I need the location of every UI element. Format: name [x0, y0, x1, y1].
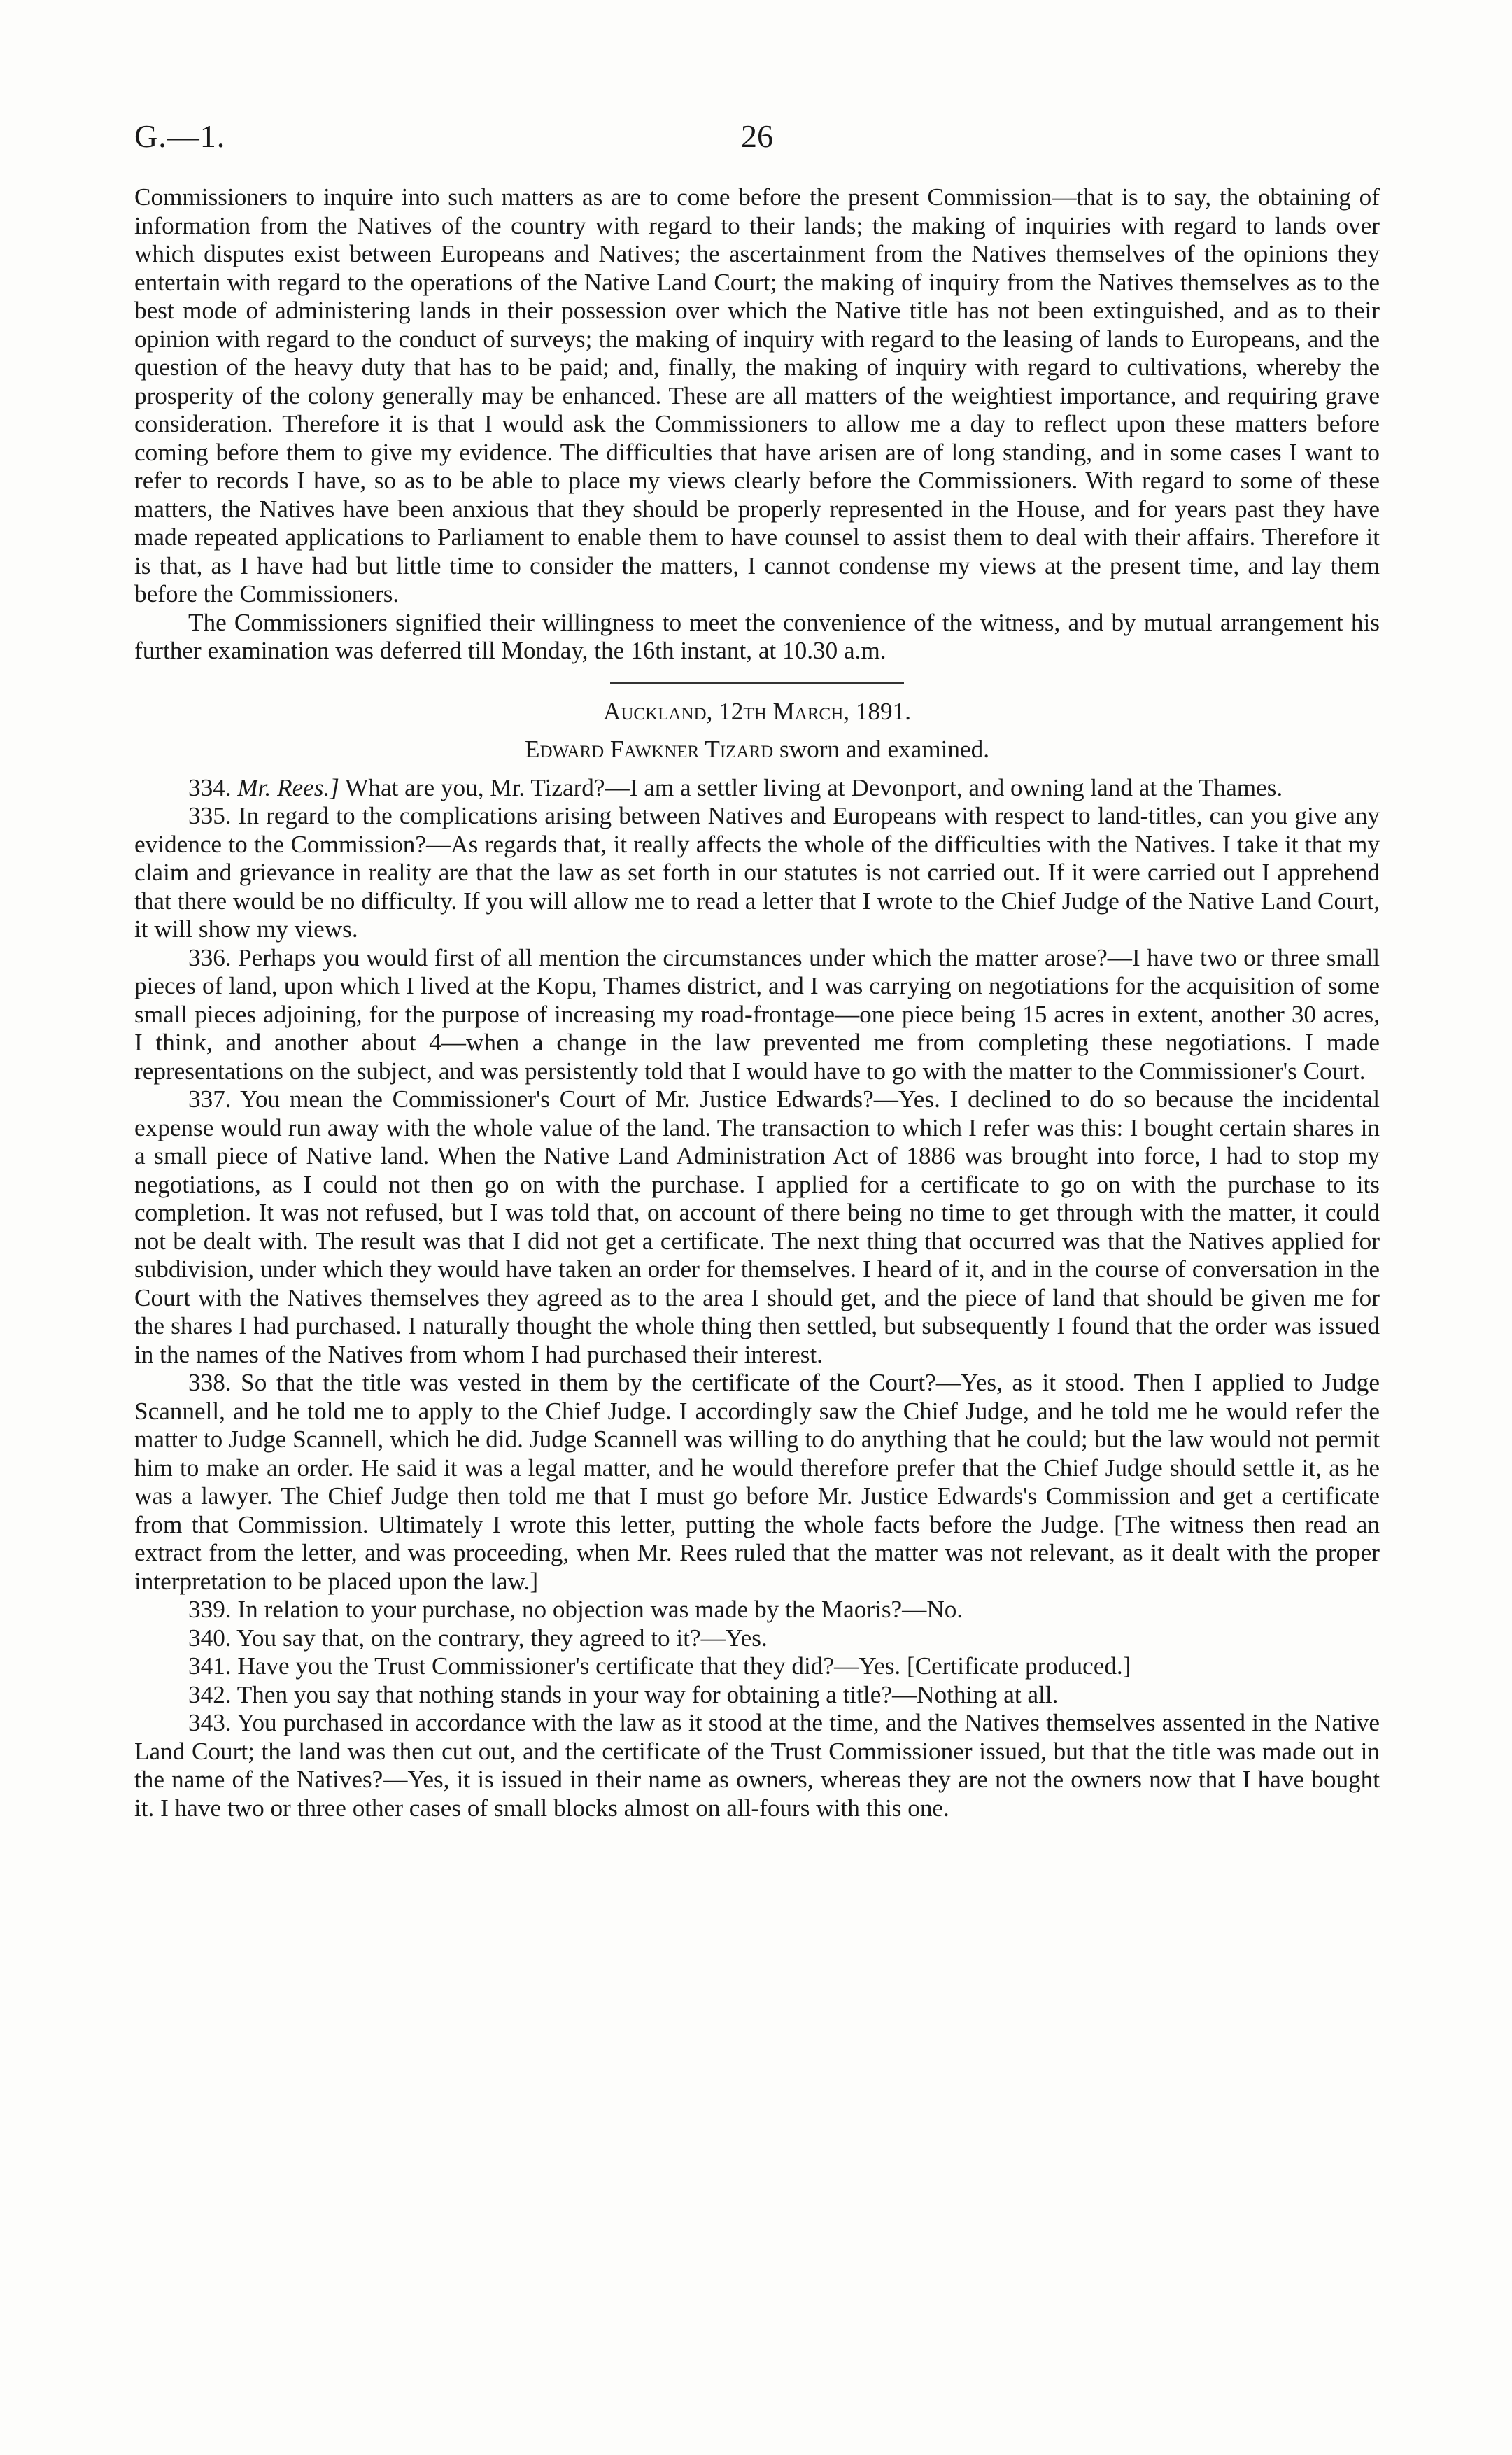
- question-text: Have you the Trust Commissioner's certificate that they did?—Yes. [Certificate produced.]: [237, 1652, 1131, 1680]
- question-343: [134, 1709, 1380, 1822]
- page-header: [134, 118, 1380, 162]
- witness-status: sworn and examined.: [779, 736, 990, 763]
- question-334: [134, 774, 1380, 803]
- question-text: You purchased in accordance with the law as it stood at the time, and the Natives themselves assented in the Native Land Court; the land was then cut out, and the certificate of the Trust Commissioner issued, but that the title was made out in the name of the Natives?—Yes, it is issued in their name as owners, whereas they are not the owners now that I have bought it. I have two or three other cases of small blocks almost on all-fours with this one.: [134, 1709, 1380, 1822]
- question-number: 338.: [188, 1369, 232, 1396]
- question-number: 335.: [188, 802, 232, 829]
- question-text: In regard to the complications arising between Natives and Europeans with respect to land-titles, can you give any evidence to the Commission?—As regards that, it really affects the whole of the difficulties with the Natives. I take it that my claim and grievance in reality are that the law as set forth in our statutes is not carried out. If it were carried out I apprehend that there would be no difficulty. If you will allow me to read a letter that I wrote to the Chief Judge of the Native Land Court, it will show my views.: [134, 802, 1380, 943]
- question-number: 336.: [188, 943, 232, 971]
- witness-heading: [134, 736, 1380, 764]
- question-text: Perhaps you would first of all mention the circumstances under which the matter arose?—I have two or three small pieces of land, upon which I lived at the Kopu, Thames district, and I was carrying on negotiations for the acquisition of some small pieces adjoining, for the purpose of increasing my road-frontage—one piece being 15 acres in extent, another 30 acres, I think, and another about 4—when a change in the law prevented me from completing these negotiations. I made representations on the subject, and was persistently told that I would have to go with the matter to the Commissioner's Court.: [134, 943, 1380, 1085]
- witness-name: Edward Fawkner Tizard: [524, 736, 774, 763]
- question-342: [134, 1681, 1380, 1710]
- question-number: 343.: [188, 1709, 232, 1736]
- question-number: 334.: [188, 773, 232, 801]
- question-336: [134, 944, 1380, 1086]
- question-text: You say that, on the contrary, they agreed to it?—Yes.: [236, 1624, 768, 1652]
- intro-paragraph: Commissioners to inquire into such matters as are to come before the present Commission—that is to say, the obtaining of information from the Natives of the country with regard to their lands; the making of inquiries with regard to lands over which disputes exist between Europeans and Natives; the ascertainment from the Natives themselves of the opinions they entertain with regard to the operations of the Native Land Court; the making of inquiry from the Natives themselves as to the best mode of administering lands in their possession over which the Native title has not been extinguished, and as to their opinion with regard to the conduct of surveys; the making of inquiry with regard to the leasing of lands to Europeans, and the question of the heavy duty that has to be paid; and, finally, the making of inquiry with regard to cultivations, whereby the prosperity of the colony generally may be enhanced. These are all matters of the weightiest importance, and requiring grave consideration. Therefore it is that I would ask the Commissioners to allow me a day to reflect upon these matters before coming before them to give my evidence. The difficulties that have arisen are of long standing, and in some cases I want to refer to records I have, so as to be able to place my views clearly before the Commissioners. With regard to some of these matters, the Natives have been anxious that they should be properly represented in the House, and for years past they have made repeated applications to Parliament to enable them to have counsel to assist them to deal with their affairs. Therefore it is that, as I have had but little time to consider the matters, I cannot condense my views at the present time, and lay them before the Commissioners.: [134, 183, 1380, 607]
- question-number: 340.: [188, 1624, 232, 1652]
- page-body: [134, 183, 1380, 1822]
- session-place-date: Auckland, 12th March, 1891.: [602, 697, 912, 725]
- question-340: [134, 1624, 1380, 1653]
- question-339: [134, 1596, 1380, 1624]
- question-number: 341.: [188, 1652, 232, 1680]
- question-number: 339.: [188, 1596, 232, 1623]
- question-number: 337.: [188, 1085, 232, 1113]
- question-speaker: Mr. Rees.]: [237, 773, 339, 801]
- question-338: [134, 1369, 1380, 1596]
- adjournment-paragraph: The Commissioners signified their willingness to meet the convenience of the witness, and by mutual arrangement his further examination was deferred till Monday, the 16th instant, at 10.30 a.m.: [134, 608, 1380, 664]
- question-335: [134, 802, 1380, 944]
- question-337: [134, 1085, 1380, 1369]
- question-text: So that the title was vested in them by the certificate of the Court?—Yes, as it stood. Then I applied to Judge Scannell, and he told me to apply to the Chief Judge. I accordingly saw the Chief Judge, and he told me he would refer the matter to Judge Scannell, which he did. Judge Scannell was willing to do anything that he could; but the law would not permit him to make an order. He said it was a legal matter, and he would therefore prefer that the Chief Judge should settle it, as he was a lawyer. The Chief Judge then told me that I must go before Mr. Justice Edwards's Commission and get a certificate from that Commission. Ultimately I wrote this letter, putting the whole facts before the Judge. [The witness then read an extract from the letter, and was proceeding, when Mr. Rees ruled that the matter was not relevant, as it dealt with the proper interpretation to be placed upon the law.]: [134, 1369, 1380, 1595]
- question-341: [134, 1652, 1380, 1681]
- section-divider: [610, 682, 904, 684]
- question-text: Then you say that nothing stands in your way for obtaining a title?—Nothing at all.: [236, 1680, 1059, 1708]
- question-number: 342.: [188, 1680, 232, 1708]
- page-number: 26: [741, 118, 773, 154]
- document-code: G.—1.: [134, 118, 226, 154]
- question-text: What are you, Mr. Tizard?—I am a settler living at Devonport, and owning land at the Thames.: [345, 773, 1283, 801]
- question-text: You mean the Commissioner's Court of Mr. Justice Edwards?—Yes. I declined to do so because the incidental expense would run away with the whole value of the land. The transaction to which I refer was this: I bought certain shares in a small piece of Native land. When the Native Land Administration Act of 1886 was brought into force, I had to stop my negotiations, as I could not then go on with the purchase. I applied for a certificate to go on with the purchase to its completion. It was not refused, but I was told that, on account of there being no time to get through with the matter, it could not be dealt with. The result was that I did not get a certificate. The next thing that occurred was that the Natives applied for subdivision, under which they would have taken an order for themselves. I heard of it, and in the course of conversation in the Court with the Natives themselves they agreed as to the area I should get, and the piece of land that should be given me for the shares I had purchased. I naturally thought the whole thing then settled, but subsequently I found that the order was issued in the names of the Natives from whom I had purchased their interest.: [134, 1085, 1380, 1368]
- question-text: In relation to your purchase, no objection was made by the Maoris?—No.: [237, 1596, 963, 1623]
